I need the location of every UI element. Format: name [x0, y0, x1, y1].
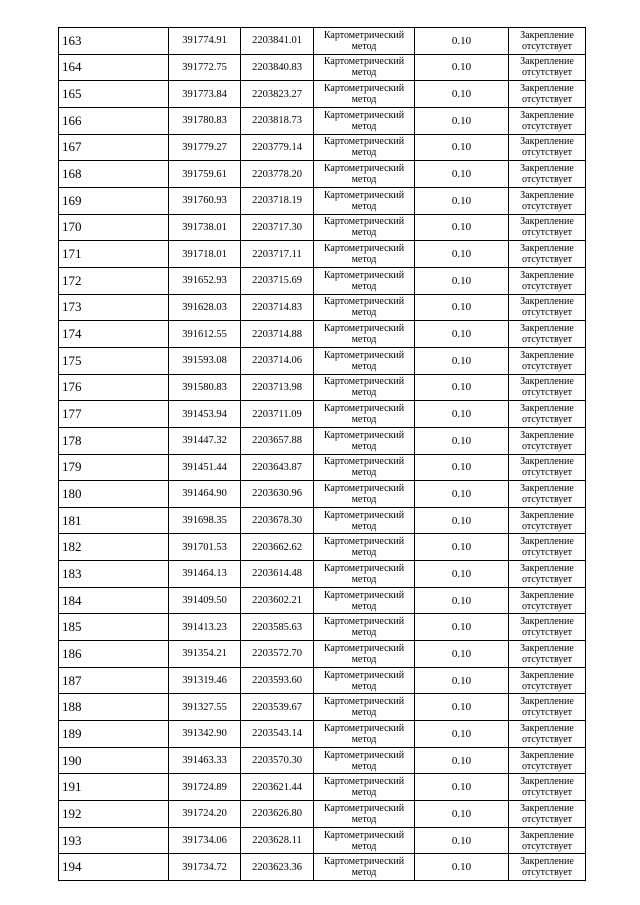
accuracy-cell: 0.10 — [415, 294, 509, 321]
point-number-cell: 186 — [59, 641, 169, 668]
point-number-cell: 178 — [59, 427, 169, 454]
table-row — [59, 81, 586, 108]
table-row — [59, 161, 586, 188]
status-cell: Закрепление отсутствует — [509, 214, 586, 241]
y-coordinate-cell: 2203570.30 — [241, 747, 314, 774]
method-cell: Картометрический метод — [314, 534, 415, 561]
point-number-cell: 193 — [59, 827, 169, 854]
table-row — [59, 694, 586, 721]
y-coordinate-cell: 2203718.19 — [241, 187, 314, 214]
point-number-cell: 171 — [59, 241, 169, 268]
y-coordinate-cell: 2203621.44 — [241, 774, 314, 801]
y-coordinate-cell: 2203818.73 — [241, 107, 314, 134]
point-number-cell: 189 — [59, 721, 169, 748]
method-cell: Картометрический метод — [314, 427, 415, 454]
x-coordinate-cell: 391779.27 — [169, 134, 241, 161]
y-coordinate-cell: 2203593.60 — [241, 667, 314, 694]
x-coordinate-cell: 391774.91 — [169, 28, 241, 55]
method-cell: Картометрический метод — [314, 827, 415, 854]
table-row — [59, 507, 586, 534]
accuracy-cell: 0.10 — [415, 827, 509, 854]
status-cell: Закрепление отсутствует — [509, 294, 586, 321]
accuracy-cell: 0.10 — [415, 801, 509, 828]
accuracy-cell: 0.10 — [415, 54, 509, 81]
y-coordinate-cell: 2203662.62 — [241, 534, 314, 561]
x-coordinate-cell: 391738.01 — [169, 214, 241, 241]
point-number-cell: 177 — [59, 401, 169, 428]
point-number-cell: 192 — [59, 801, 169, 828]
status-cell: Закрепление отсутствует — [509, 401, 586, 428]
method-cell: Картометрический метод — [314, 507, 415, 534]
table-row — [59, 107, 586, 134]
y-coordinate-cell: 2203626.80 — [241, 801, 314, 828]
table-row — [59, 721, 586, 748]
x-coordinate-cell: 391734.72 — [169, 854, 241, 881]
accuracy-cell: 0.10 — [415, 534, 509, 561]
method-cell: Картометрический метод — [314, 347, 415, 374]
y-coordinate-cell: 2203778.20 — [241, 161, 314, 188]
table-row — [59, 54, 586, 81]
point-number-cell: 188 — [59, 694, 169, 721]
y-coordinate-cell: 2203717.30 — [241, 214, 314, 241]
point-number-cell: 168 — [59, 161, 169, 188]
status-cell: Закрепление отсутствует — [509, 107, 586, 134]
table-row — [59, 134, 586, 161]
point-number-cell: 182 — [59, 534, 169, 561]
y-coordinate-cell: 2203585.63 — [241, 614, 314, 641]
method-cell: Картометрический метод — [314, 747, 415, 774]
point-number-cell: 170 — [59, 214, 169, 241]
table-row — [59, 401, 586, 428]
method-cell: Картометрический метод — [314, 294, 415, 321]
status-cell: Закрепление отсутствует — [509, 667, 586, 694]
x-coordinate-cell: 391413.23 — [169, 614, 241, 641]
method-cell: Картометрический метод — [314, 28, 415, 55]
method-cell: Картометрический метод — [314, 854, 415, 881]
y-coordinate-cell: 2203539.67 — [241, 694, 314, 721]
method-cell: Картометрический метод — [314, 161, 415, 188]
method-cell: Картометрический метод — [314, 667, 415, 694]
method-cell: Картометрический метод — [314, 401, 415, 428]
table-row — [59, 321, 586, 348]
status-cell: Закрепление отсутствует — [509, 321, 586, 348]
point-number-cell: 190 — [59, 747, 169, 774]
y-coordinate-cell: 2203543.14 — [241, 721, 314, 748]
y-coordinate-cell: 2203614.48 — [241, 561, 314, 588]
x-coordinate-cell: 391463.33 — [169, 747, 241, 774]
point-number-cell: 194 — [59, 854, 169, 881]
x-coordinate-cell: 391464.13 — [169, 561, 241, 588]
x-coordinate-cell: 391593.08 — [169, 347, 241, 374]
x-coordinate-cell: 391464.90 — [169, 481, 241, 508]
table-row — [59, 561, 586, 588]
accuracy-cell: 0.10 — [415, 614, 509, 641]
y-coordinate-cell: 2203779.14 — [241, 134, 314, 161]
method-cell: Картометрический метод — [314, 241, 415, 268]
status-cell: Закрепление отсутствует — [509, 827, 586, 854]
y-coordinate-cell: 2203602.21 — [241, 587, 314, 614]
point-number-cell: 179 — [59, 454, 169, 481]
accuracy-cell: 0.10 — [415, 134, 509, 161]
x-coordinate-cell: 391698.35 — [169, 507, 241, 534]
point-number-cell: 191 — [59, 774, 169, 801]
method-cell: Картометрический метод — [314, 721, 415, 748]
status-cell: Закрепление отсутствует — [509, 774, 586, 801]
x-coordinate-cell: 391780.83 — [169, 107, 241, 134]
point-number-cell: 163 — [59, 28, 169, 55]
y-coordinate-cell: 2203840.83 — [241, 54, 314, 81]
accuracy-cell: 0.10 — [415, 641, 509, 668]
y-coordinate-cell: 2203623.36 — [241, 854, 314, 881]
status-cell: Закрепление отсутствует — [509, 534, 586, 561]
x-coordinate-cell: 391628.03 — [169, 294, 241, 321]
point-number-cell: 184 — [59, 587, 169, 614]
x-coordinate-cell: 391701.53 — [169, 534, 241, 561]
x-coordinate-cell: 391772.75 — [169, 54, 241, 81]
accuracy-cell: 0.10 — [415, 427, 509, 454]
table-row — [59, 28, 586, 55]
method-cell: Картометрический метод — [314, 214, 415, 241]
method-cell: Картометрический метод — [314, 267, 415, 294]
status-cell: Закрепление отсутствует — [509, 54, 586, 81]
method-cell: Картометрический метод — [314, 54, 415, 81]
table-row — [59, 374, 586, 401]
method-cell: Картометрический метод — [314, 81, 415, 108]
table-row — [59, 427, 586, 454]
accuracy-cell: 0.10 — [415, 107, 509, 134]
x-coordinate-cell: 391319.46 — [169, 667, 241, 694]
point-number-cell: 164 — [59, 54, 169, 81]
y-coordinate-cell: 2203713.98 — [241, 374, 314, 401]
status-cell: Закрепление отсутствует — [509, 587, 586, 614]
table-body — [59, 28, 586, 881]
y-coordinate-cell: 2203711.09 — [241, 401, 314, 428]
point-number-cell: 180 — [59, 481, 169, 508]
x-coordinate-cell: 391342.90 — [169, 721, 241, 748]
status-cell: Закрепление отсутствует — [509, 481, 586, 508]
accuracy-cell: 0.10 — [415, 747, 509, 774]
status-cell: Закрепление отсутствует — [509, 374, 586, 401]
x-coordinate-cell: 391580.83 — [169, 374, 241, 401]
status-cell: Закрепление отсутствует — [509, 241, 586, 268]
x-coordinate-cell: 391612.55 — [169, 321, 241, 348]
table-row — [59, 481, 586, 508]
method-cell: Картометрический метод — [314, 614, 415, 641]
y-coordinate-cell: 2203715.69 — [241, 267, 314, 294]
point-number-cell: 169 — [59, 187, 169, 214]
y-coordinate-cell: 2203678.30 — [241, 507, 314, 534]
status-cell: Закрепление отсутствует — [509, 641, 586, 668]
status-cell: Закрепление отсутствует — [509, 267, 586, 294]
method-cell: Картометрический метод — [314, 374, 415, 401]
status-cell: Закрепление отсутствует — [509, 427, 586, 454]
method-cell: Картометрический метод — [314, 187, 415, 214]
table-row — [59, 587, 586, 614]
x-coordinate-cell: 391652.93 — [169, 267, 241, 294]
method-cell: Картометрический метод — [314, 134, 415, 161]
point-number-cell: 176 — [59, 374, 169, 401]
y-coordinate-cell: 2203823.27 — [241, 81, 314, 108]
x-coordinate-cell: 391760.93 — [169, 187, 241, 214]
table-row — [59, 801, 586, 828]
status-cell: Закрепление отсутствует — [509, 614, 586, 641]
table-row — [59, 827, 586, 854]
accuracy-cell: 0.10 — [415, 374, 509, 401]
table-row — [59, 854, 586, 881]
method-cell: Картометрический метод — [314, 561, 415, 588]
point-number-cell: 183 — [59, 561, 169, 588]
accuracy-cell: 0.10 — [415, 507, 509, 534]
coordinates-table-container — [58, 27, 585, 881]
x-coordinate-cell: 391453.94 — [169, 401, 241, 428]
method-cell: Картометрический метод — [314, 801, 415, 828]
status-cell: Закрепление отсутствует — [509, 454, 586, 481]
x-coordinate-cell: 391409.50 — [169, 587, 241, 614]
table-row — [59, 187, 586, 214]
status-cell: Закрепление отсутствует — [509, 854, 586, 881]
point-number-cell: 175 — [59, 347, 169, 374]
y-coordinate-cell: 2203714.88 — [241, 321, 314, 348]
point-number-cell: 172 — [59, 267, 169, 294]
point-number-cell: 165 — [59, 81, 169, 108]
status-cell: Закрепление отсутствует — [509, 134, 586, 161]
point-number-cell: 174 — [59, 321, 169, 348]
y-coordinate-cell: 2203714.83 — [241, 294, 314, 321]
accuracy-cell: 0.10 — [415, 454, 509, 481]
accuracy-cell: 0.10 — [415, 854, 509, 881]
status-cell: Закрепление отсутствует — [509, 81, 586, 108]
accuracy-cell: 0.10 — [415, 561, 509, 588]
y-coordinate-cell: 2203572.70 — [241, 641, 314, 668]
status-cell: Закрепление отсутствует — [509, 561, 586, 588]
table-row — [59, 747, 586, 774]
accuracy-cell: 0.10 — [415, 694, 509, 721]
x-coordinate-cell: 391327.55 — [169, 694, 241, 721]
table-row — [59, 294, 586, 321]
table-row — [59, 641, 586, 668]
accuracy-cell: 0.10 — [415, 187, 509, 214]
accuracy-cell: 0.10 — [415, 267, 509, 294]
status-cell: Закрепление отсутствует — [509, 694, 586, 721]
x-coordinate-cell: 391354.21 — [169, 641, 241, 668]
y-coordinate-cell: 2203630.96 — [241, 481, 314, 508]
y-coordinate-cell: 2203657.88 — [241, 427, 314, 454]
coordinates-table — [58, 27, 586, 881]
method-cell: Картометрический метод — [314, 774, 415, 801]
y-coordinate-cell: 2203717.11 — [241, 241, 314, 268]
status-cell: Закрепление отсутствует — [509, 28, 586, 55]
x-coordinate-cell: 391724.20 — [169, 801, 241, 828]
x-coordinate-cell: 391759.61 — [169, 161, 241, 188]
accuracy-cell: 0.10 — [415, 667, 509, 694]
x-coordinate-cell: 391447.32 — [169, 427, 241, 454]
accuracy-cell: 0.10 — [415, 401, 509, 428]
table-row — [59, 347, 586, 374]
point-number-cell: 166 — [59, 107, 169, 134]
accuracy-cell: 0.10 — [415, 721, 509, 748]
table-row — [59, 214, 586, 241]
accuracy-cell: 0.10 — [415, 214, 509, 241]
table-row — [59, 454, 586, 481]
status-cell: Закрепление отсутствует — [509, 801, 586, 828]
status-cell: Закрепление отсутствует — [509, 347, 586, 374]
x-coordinate-cell: 391451.44 — [169, 454, 241, 481]
accuracy-cell: 0.10 — [415, 81, 509, 108]
accuracy-cell: 0.10 — [415, 28, 509, 55]
accuracy-cell: 0.10 — [415, 321, 509, 348]
accuracy-cell: 0.10 — [415, 347, 509, 374]
status-cell: Закрепление отсутствует — [509, 161, 586, 188]
method-cell: Картометрический метод — [314, 694, 415, 721]
table-row — [59, 534, 586, 561]
accuracy-cell: 0.10 — [415, 481, 509, 508]
table-row — [59, 667, 586, 694]
table-row — [59, 267, 586, 294]
accuracy-cell: 0.10 — [415, 587, 509, 614]
y-coordinate-cell: 2203841.01 — [241, 28, 314, 55]
table-row — [59, 241, 586, 268]
method-cell: Картометрический метод — [314, 107, 415, 134]
status-cell: Закрепление отсутствует — [509, 187, 586, 214]
point-number-cell: 185 — [59, 614, 169, 641]
table-row — [59, 774, 586, 801]
x-coordinate-cell: 391773.84 — [169, 81, 241, 108]
y-coordinate-cell: 2203714.06 — [241, 347, 314, 374]
status-cell: Закрепление отсутствует — [509, 507, 586, 534]
x-coordinate-cell: 391718.01 — [169, 241, 241, 268]
point-number-cell: 181 — [59, 507, 169, 534]
point-number-cell: 173 — [59, 294, 169, 321]
method-cell: Картометрический метод — [314, 481, 415, 508]
x-coordinate-cell: 391734.06 — [169, 827, 241, 854]
method-cell: Картометрический метод — [314, 641, 415, 668]
point-number-cell: 187 — [59, 667, 169, 694]
status-cell: Закрепление отсутствует — [509, 747, 586, 774]
point-number-cell: 167 — [59, 134, 169, 161]
accuracy-cell: 0.10 — [415, 774, 509, 801]
method-cell: Картометрический метод — [314, 321, 415, 348]
y-coordinate-cell: 2203628.11 — [241, 827, 314, 854]
method-cell: Картометрический метод — [314, 454, 415, 481]
accuracy-cell: 0.10 — [415, 161, 509, 188]
accuracy-cell: 0.10 — [415, 241, 509, 268]
status-cell: Закрепление отсутствует — [509, 721, 586, 748]
y-coordinate-cell: 2203643.87 — [241, 454, 314, 481]
method-cell: Картометрический метод — [314, 587, 415, 614]
table-row — [59, 614, 586, 641]
x-coordinate-cell: 391724.89 — [169, 774, 241, 801]
